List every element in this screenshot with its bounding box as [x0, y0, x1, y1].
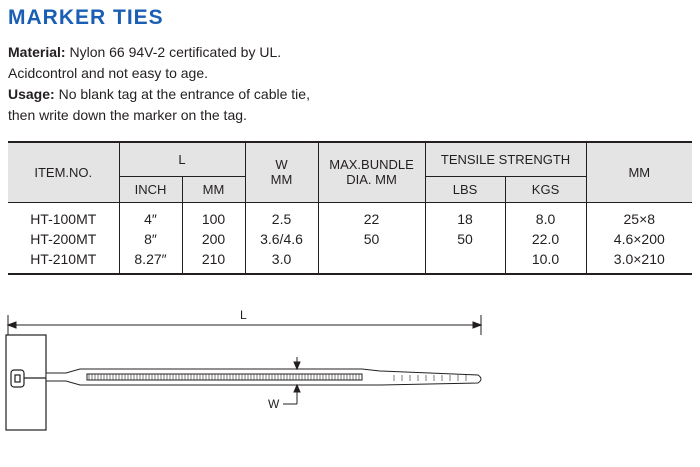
- material-text: Nylon 66 94V-2 certificated by UL.: [65, 44, 282, 60]
- header-length: L: [119, 142, 245, 176]
- cell-width: 3.0: [245, 249, 318, 274]
- cell-kgs: 8.0: [505, 202, 586, 229]
- table-row: [8, 229, 692, 249]
- cell-inch: 8.27″: [119, 249, 182, 274]
- header-bundle-label: MAX.BUNDLE: [329, 157, 414, 173]
- cell-width: 2.5: [245, 202, 318, 229]
- width-label: W: [268, 397, 280, 411]
- cell-inch: 4″: [119, 202, 182, 229]
- header-lbs: LBS: [425, 176, 505, 202]
- header-width: [245, 142, 318, 202]
- cell-item: HT-200MT: [8, 229, 119, 249]
- cell-bundle: 50: [318, 229, 425, 249]
- usage-line-2: then write down the marker on the tag.: [8, 107, 247, 123]
- cell-bundle: 22: [318, 202, 425, 229]
- cell-item: HT-210MT: [8, 249, 119, 274]
- strap-body: [46, 369, 481, 385]
- cell-bundle: [318, 249, 425, 274]
- header-inch: INCH: [119, 176, 182, 202]
- usage-label: Usage:: [8, 86, 55, 102]
- cell-lbs: 50: [425, 229, 505, 249]
- header-kgs: KGS: [505, 176, 586, 202]
- header-length-mm: MM: [182, 176, 245, 202]
- header-tensile: TENSILE STRENGTH: [425, 142, 586, 176]
- page-title: MARKER TIES: [8, 6, 164, 29]
- cell-lbs: 18: [425, 202, 505, 229]
- marker-tie-drawing: [0, 295, 500, 445]
- spec-table: [8, 141, 692, 275]
- cell-mm: 210: [182, 249, 245, 274]
- usage-line-1: [8, 86, 310, 103]
- usage-text: No blank tag at the entrance of cable tie,: [54, 86, 310, 102]
- material-line-2: Acidcontrol and not easy to age.: [8, 65, 209, 81]
- cell-inch: 8″: [119, 229, 182, 249]
- cell-tag: 3.0×210: [586, 249, 692, 274]
- header-mm: MM: [586, 142, 692, 202]
- cell-tag: 25×8: [586, 202, 692, 229]
- cell-item: HT-100MT: [8, 202, 119, 229]
- cell-kgs: 10.0: [505, 249, 586, 274]
- cell-lbs: [425, 249, 505, 274]
- cell-kgs: 22.0: [505, 229, 586, 249]
- header-width-unit: MM: [270, 172, 293, 188]
- table-row: [8, 249, 692, 274]
- material-line-1: [8, 44, 281, 61]
- length-label: L: [240, 308, 247, 322]
- cell-tag: 4.6×200: [586, 229, 692, 249]
- header-bundle: [318, 142, 425, 202]
- cell-mm: 100: [182, 202, 245, 229]
- cell-width: 3.6/4.6: [245, 229, 318, 249]
- material-label: Material:: [8, 44, 66, 60]
- header-bundle-unit: DIA. MM: [346, 172, 397, 188]
- header-width-label: W: [275, 157, 288, 173]
- header-item-no: ITEM.NO.: [8, 142, 119, 202]
- marker-tag: [6, 335, 46, 430]
- cell-mm: 200: [182, 229, 245, 249]
- table-row: [8, 202, 692, 229]
